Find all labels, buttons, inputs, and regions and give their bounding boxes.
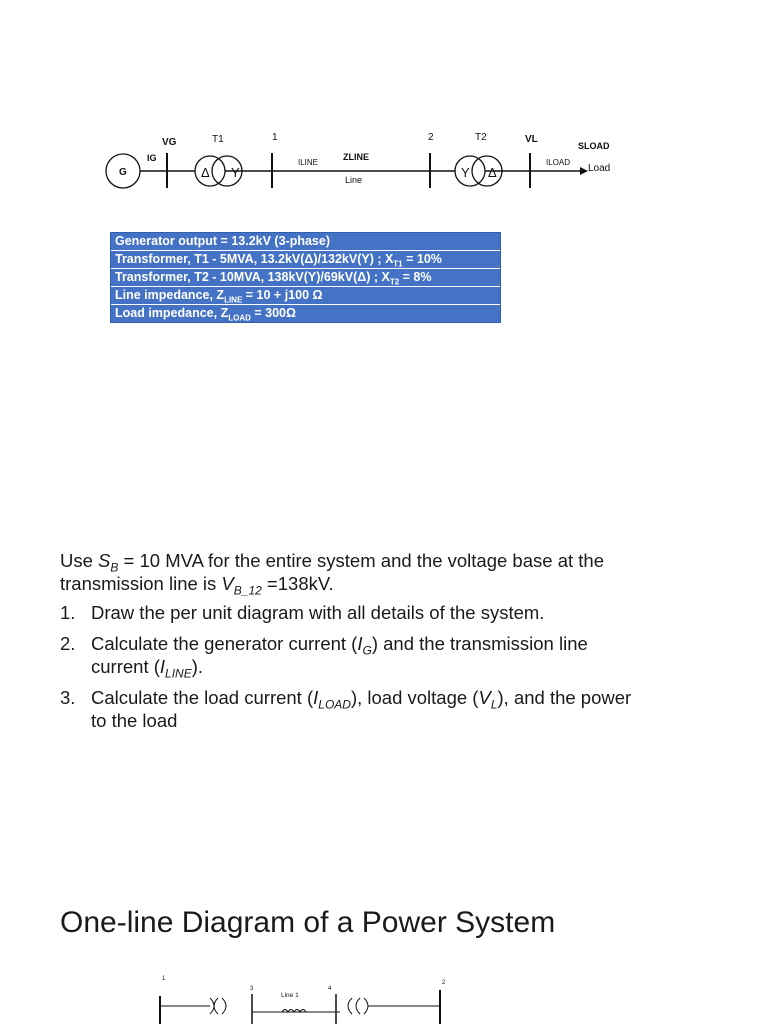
t1-label: T1 [212, 134, 224, 145]
transformer-1-symbol [210, 998, 226, 1014]
parameter-subscript: T1 [393, 259, 403, 269]
parameter-value: = 10% [402, 252, 442, 266]
parameter-text: Line impedance, Z [115, 288, 225, 302]
item-text: ), and the power [497, 687, 632, 708]
t2-primary-coil [455, 156, 485, 186]
question-block [60, 549, 740, 740]
item-text: Calculate the generator current ( [91, 633, 358, 654]
iline-subscript: LINE [165, 666, 192, 681]
section-heading: One-line Diagram of a Power System [60, 906, 556, 939]
vl-label: VL [525, 134, 538, 145]
intro-text: transmission line is [60, 573, 222, 594]
sload-label: SLOAD [578, 141, 610, 151]
bus-2-label: 2 [428, 132, 434, 143]
load-label: Load [588, 163, 611, 174]
question-item [60, 601, 740, 624]
item-number: 1. [60, 602, 76, 623]
parameter-row [111, 233, 500, 251]
parameter-row [111, 251, 500, 269]
question-list [60, 601, 740, 732]
parameter-subscript: LOAD [228, 313, 251, 323]
iload-symbol: I [313, 687, 319, 708]
item-text: ). [191, 656, 204, 677]
node-3-label: 3 [250, 986, 254, 992]
parameter-subscript: T2 [389, 277, 400, 287]
parameter-table [110, 232, 501, 323]
parameter-value: = 8% [399, 270, 432, 284]
t2-delta-winding: Δ [488, 165, 497, 180]
vb-subscript: B_12 [233, 583, 262, 598]
bus-1-label: 1 [162, 976, 166, 982]
parameter-row [111, 269, 500, 287]
parameter-text: Load impedance, Z [115, 306, 229, 320]
ig-subscript: G [362, 643, 372, 658]
ig-label: IG [147, 153, 157, 163]
parameter-value: = 10 + j100 Ω [242, 288, 323, 302]
vl-subscript: L [490, 697, 498, 712]
t2-label: T2 [475, 132, 487, 143]
item-text: ), load voltage ( [350, 687, 479, 708]
line-label: Line [345, 175, 363, 185]
parameter-text: Transformer, T1 - 5MVA, 13.2kV(Δ)/132kV(Y) ; X [115, 252, 394, 266]
question-intro [60, 549, 740, 598]
item-text: ) and the transmission line [371, 633, 588, 654]
zline-label: ZLINE [343, 152, 369, 162]
load-arrow-icon [580, 167, 588, 175]
intro-text: =138kV. [261, 573, 334, 594]
vl-symbol: V [478, 687, 491, 708]
question-item [60, 686, 740, 732]
item-number: 2. [60, 633, 76, 654]
intro-text: = 10 MVA for the entire system and the voltage base at the [118, 550, 604, 571]
ig-symbol: I [357, 633, 363, 654]
parameter-subscript: LINE [224, 295, 243, 305]
question-item [60, 632, 740, 681]
iline-label: ILINE [298, 158, 319, 167]
vb-symbol: V [221, 573, 234, 594]
item-text: Calculate the load current ( [91, 687, 314, 708]
sb-subscript: B [110, 560, 119, 575]
line-1-label: Line 1 [281, 992, 299, 999]
t1-delta-winding: Δ [201, 165, 210, 180]
node-4-label: 4 [328, 986, 332, 992]
t2-wye-winding: Y [461, 165, 470, 180]
parameter-text: Generator output = 13.2kV (3-phase) [115, 234, 330, 248]
t1-wye-winding: Y [231, 165, 240, 180]
sb-symbol: S [98, 550, 111, 571]
bus-1-label: 1 [272, 132, 278, 143]
one-line-diagram [100, 125, 620, 195]
parameter-text: Transformer, T2 - 10MVA, 138kV(Y)/69kV(Δ) ; X [115, 270, 390, 284]
iload-subscript: LOAD [318, 697, 351, 712]
t1-primary-coil [195, 156, 225, 186]
second-one-line-diagram [140, 968, 460, 1024]
vg-label: VG [162, 137, 177, 148]
transformer-2-symbol [348, 998, 368, 1014]
item-text: to the load [91, 710, 178, 731]
item-number: 3. [60, 687, 76, 708]
parameter-row [111, 287, 500, 305]
generator-label: G [119, 167, 127, 178]
parameter-row [111, 305, 500, 322]
bus-2-label: 2 [442, 980, 446, 986]
iload-label: ILOAD [546, 158, 571, 167]
item-text: current ( [91, 656, 160, 677]
item-text: Draw the per unit diagram with all details of the system. [91, 602, 545, 623]
iline-symbol: I [159, 656, 166, 677]
intro-text: Use [60, 550, 99, 571]
parameter-value: = 300Ω [250, 306, 297, 320]
